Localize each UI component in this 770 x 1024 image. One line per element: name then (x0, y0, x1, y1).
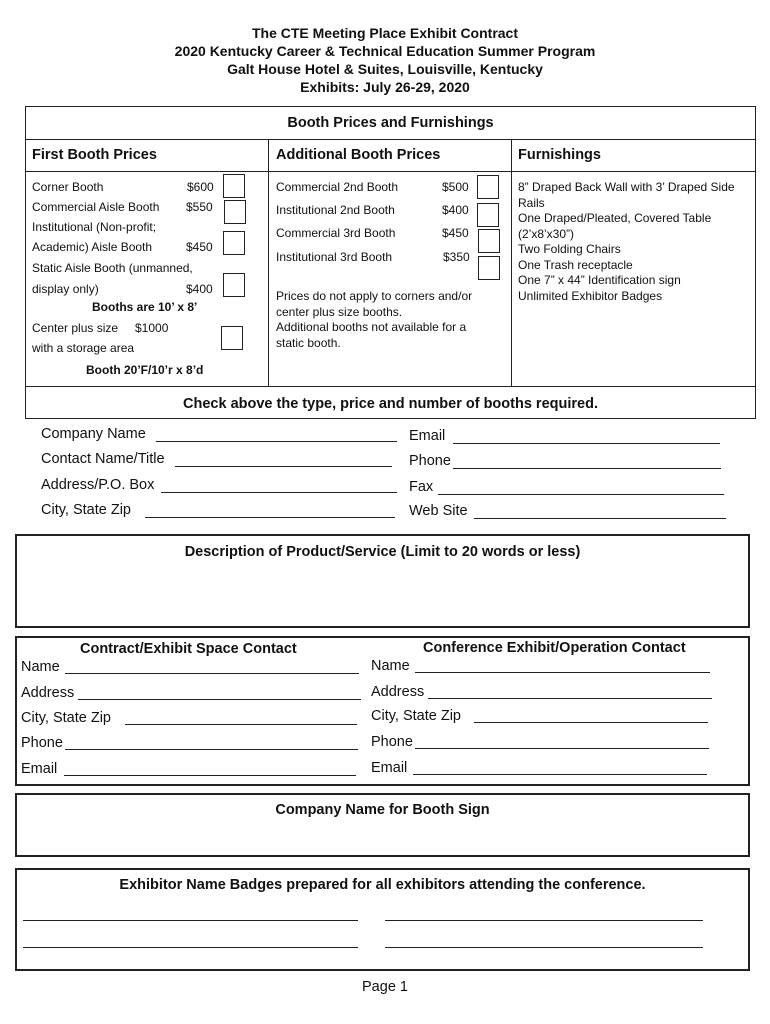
commercial-aisle-price: $550 (186, 200, 213, 214)
contract-contact-title: Contract/Exhibit Space Contact (80, 641, 297, 657)
institutional-3rd-checkbox[interactable] (478, 256, 500, 280)
badge-name-field-3[interactable] (23, 947, 358, 948)
badge-name-field-1[interactable] (23, 920, 358, 921)
commercial-aisle-checkbox[interactable] (224, 200, 246, 224)
right-phone-label: Phone (371, 734, 413, 750)
city-state-zip-label: City, State Zip (41, 502, 131, 518)
commercial-2nd-price: $500 (442, 180, 469, 194)
page-number: Page 1 (362, 979, 408, 995)
furnishing-2b: (2’x8’x30”) (518, 227, 575, 241)
center-price: $1000 (135, 321, 169, 335)
web-site-label: Web Site (409, 503, 468, 519)
institutional-2nd-checkbox[interactable] (477, 203, 499, 227)
commercial-aisle-label: Commercial Aisle Booth (32, 200, 160, 214)
fax-field[interactable] (438, 494, 724, 495)
institutional-3rd-price: $350 (443, 250, 470, 264)
booth-table-footer: Check above the type, price and number of booths required. (183, 396, 598, 412)
furnishing-1: 8” Draped Back Wall with 3’ Draped Side (518, 180, 735, 194)
furnishing-2: One Draped/Pleated, Covered Table (518, 211, 712, 225)
commercial-3rd-label: Commercial 3rd Booth (276, 226, 396, 240)
commercial-3rd-price: $450 (442, 226, 469, 240)
furnishings-header: Furnishings (518, 147, 601, 163)
institutional-label-1: Institutional (Non-profit; (32, 220, 157, 234)
commercial-2nd-label: Commercial 2nd Booth (276, 180, 399, 194)
first-booth-header: First Booth Prices (32, 147, 157, 163)
badge-name-field-4[interactable] (385, 947, 703, 948)
contact-title-label: Contact Name/Title (41, 451, 165, 467)
static-price: $400 (186, 282, 213, 296)
additional-note-2: center plus size booths. (276, 305, 403, 319)
left-address-field[interactable] (78, 699, 361, 700)
contact-title-field[interactable] (175, 466, 392, 467)
furnishing-5: One 7” x 44” Identification sign (518, 273, 681, 287)
center-checkbox[interactable] (221, 326, 243, 350)
right-city-state-zip-label: City, State Zip (371, 708, 461, 724)
corner-booth-checkbox[interactable] (223, 174, 245, 198)
commercial-2nd-checkbox[interactable] (477, 175, 499, 199)
left-name-field[interactable] (65, 673, 359, 674)
divider (511, 139, 512, 386)
badges-title: Exhibitor Name Badges prepared for all exhibitors attending the conference. (119, 877, 646, 893)
left-city-state-zip-label: City, State Zip (21, 710, 111, 726)
email-field[interactable] (453, 443, 720, 444)
additional-note-3: Additional booths not available for a (276, 320, 467, 334)
center-size-note: Booth 20’F/10’r x 8’d (86, 363, 204, 377)
left-email-field[interactable] (64, 775, 356, 776)
description-title: Description of Product/Service (Limit to 20 words or less) (184, 544, 581, 560)
left-address-label: Address (21, 685, 75, 701)
static-label-1: Static Aisle Booth (unmanned, (32, 261, 193, 275)
right-name-label: Name (371, 658, 410, 674)
description-box[interactable] (15, 534, 750, 628)
left-email-label: Email (21, 761, 58, 777)
additional-note-4: static booth. (276, 336, 341, 350)
right-name-field[interactable] (415, 672, 710, 673)
divider (25, 386, 756, 387)
institutional-2nd-label: Institutional 2nd Booth (276, 203, 395, 217)
title-line-3: Galt House Hotel & Suites, Louisville, Kentucky (227, 61, 543, 77)
booth-sign-title: Company Name for Booth Sign (275, 802, 490, 818)
right-city-state-zip-field[interactable] (474, 722, 708, 723)
center-label-2: with a storage area (32, 341, 135, 355)
booth-table-title: Booth Prices and Furnishings (287, 115, 494, 131)
web-site-field[interactable] (474, 518, 726, 519)
divider (25, 171, 756, 172)
title-line-4: Exhibits: July 26-29, 2020 (300, 79, 470, 95)
center-label-1: Center plus size (32, 321, 119, 335)
address-label: Address/P.O. Box (41, 477, 155, 493)
operation-contact-title: Conference Exhibit/Operation Contact (423, 640, 686, 656)
furnishing-6: Unlimited Exhibitor Badges (518, 289, 663, 303)
booth-sign-box[interactable] (15, 793, 750, 857)
institutional-label-2: Academic) Aisle Booth (32, 240, 153, 254)
institutional-3rd-label: Institutional 3rd Booth (276, 250, 393, 264)
right-email-field[interactable] (413, 774, 707, 775)
badge-name-field-2[interactable] (385, 920, 703, 921)
email-label: Email (409, 428, 446, 444)
furnishing-1b: Rails (518, 196, 545, 210)
right-address-label: Address (371, 684, 425, 700)
company-name-field[interactable] (156, 441, 397, 442)
static-checkbox[interactable] (223, 273, 245, 297)
left-phone-label: Phone (21, 735, 63, 751)
divider (268, 139, 269, 386)
corner-booth-label: Corner Booth (32, 180, 104, 194)
institutional-2nd-price: $400 (442, 203, 469, 217)
institutional-price: $450 (186, 240, 213, 254)
static-label-2: display only) (32, 282, 99, 296)
furnishing-3: Two Folding Chairs (518, 242, 621, 256)
title-line-1: The CTE Meeting Place Exhibit Contract (251, 25, 519, 41)
city-state-zip-field[interactable] (145, 517, 395, 518)
right-address-field[interactable] (428, 698, 712, 699)
furnishing-4: One Trash receptacle (518, 258, 633, 272)
commercial-3rd-checkbox[interactable] (478, 229, 500, 253)
address-field[interactable] (161, 492, 397, 493)
phone-label: Phone (409, 453, 451, 469)
title-line-2: 2020 Kentucky Career & Technical Education Summer Program (174, 43, 596, 59)
booth-size-note: Booths are 10’ x 8’ (92, 300, 198, 314)
left-city-state-zip-field[interactable] (125, 724, 357, 725)
additional-note-1: Prices do not apply to corners and/or (276, 289, 473, 303)
divider (25, 139, 756, 140)
company-name-label: Company Name (41, 426, 146, 442)
institutional-checkbox[interactable] (223, 231, 245, 255)
left-phone-field[interactable] (65, 749, 358, 750)
phone-field[interactable] (453, 468, 721, 469)
left-name-label: Name (21, 659, 60, 675)
right-phone-field[interactable] (415, 748, 709, 749)
right-email-label: Email (371, 760, 408, 776)
corner-booth-price: $600 (187, 180, 214, 194)
additional-booth-header: Additional Booth Prices (276, 147, 441, 163)
fax-label: Fax (409, 479, 434, 495)
